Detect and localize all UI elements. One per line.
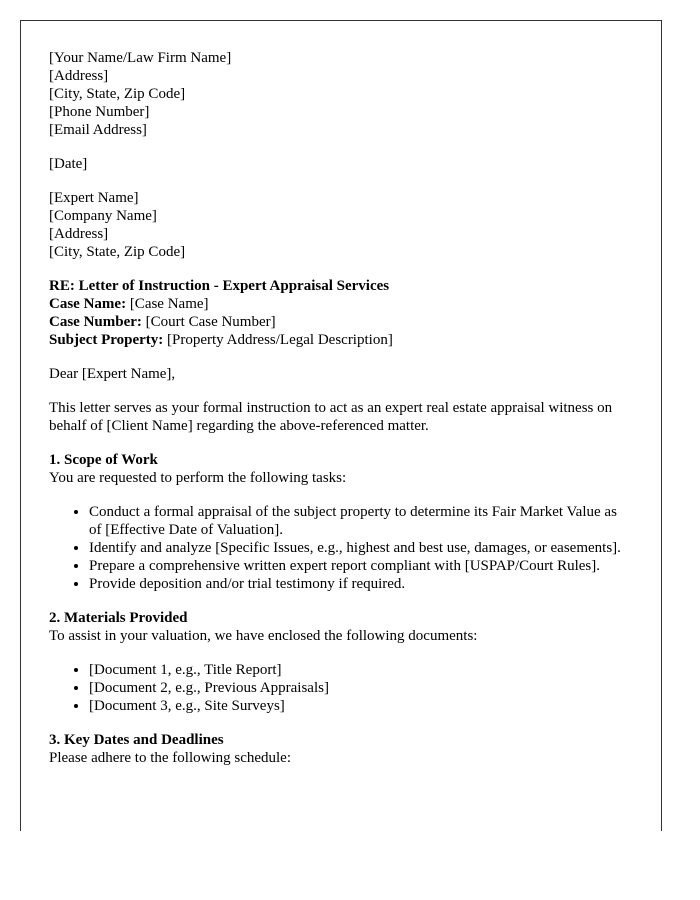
list-item: • Conduct a formal appraisal of the subject property to determine its Fair Market Value as of [Effective Date of Valuation]. <box>89 503 631 539</box>
recipient-block <box>49 189 631 261</box>
sender-address: [Address] <box>49 68 109 84</box>
scope-list <box>49 503 631 593</box>
re-block <box>49 277 631 349</box>
sender-name: [Your Name/Law Firm Name] <box>49 50 232 66</box>
case-name-value: [Case Name] <box>126 296 209 312</box>
list-item: • Identify and analyze [Specific Issues, e.g., highest and best use, damages, or easements]. <box>89 539 631 557</box>
section-heading: 3. Key Dates and Deadlines <box>49 732 224 748</box>
letter-page <box>20 20 662 831</box>
case-name-label: Case Name: <box>49 296 127 312</box>
list-item: • Prepare a comprehensive written expert report compliant with [USPAP/Court Rules]. <box>89 557 631 575</box>
section-heading: 2. Materials Provided <box>49 610 188 626</box>
sender-block <box>49 49 631 139</box>
case-number <box>49 313 631 331</box>
letter-date: [Date] <box>49 156 88 172</box>
recipient-company: [Company Name] <box>49 208 157 224</box>
sender-phone: [Phone Number] <box>49 104 150 120</box>
section-materials-provided <box>49 609 631 715</box>
case-number-value: [Court Case Number] <box>141 314 276 330</box>
intro-paragraph: This letter serves as your formal instruction to act as an expert real estate appraisal witness on behalf of [Client Name] regarding the above-referenced matter. <box>49 400 613 434</box>
property-value: [Property Address/Legal Description] <box>163 332 393 348</box>
list-item: • [Document 1, e.g., Title Report] <box>89 661 631 679</box>
salutation: Dear [Expert Name], <box>49 366 176 382</box>
section-text: Please adhere to the following schedule: <box>49 750 292 766</box>
section-scope-of-work <box>49 451 631 593</box>
case-number-label: Case Number: <box>49 314 142 330</box>
subject-property <box>49 331 631 349</box>
section-text: You are requested to perform the following tasks: <box>49 470 347 486</box>
section-key-dates <box>49 731 631 767</box>
list-item: • Provide deposition and/or trial testimony if required. <box>89 575 631 593</box>
case-name <box>49 295 631 313</box>
property-label: Subject Property: <box>49 332 164 348</box>
recipient-address: [Address] <box>49 226 109 242</box>
section-text: To assist in your valuation, we have enclosed the following documents: <box>49 628 478 644</box>
recipient-name: [Expert Name] <box>49 190 139 206</box>
materials-list <box>49 661 631 715</box>
recipient-city: [City, State, Zip Code] <box>49 244 186 260</box>
re-subject: RE: Letter of Instruction - Expert Appraisal Services <box>49 278 390 294</box>
list-item: • [Document 3, e.g., Site Surveys] <box>89 697 631 715</box>
sender-city: [City, State, Zip Code] <box>49 86 186 102</box>
sender-email: [Email Address] <box>49 122 147 138</box>
list-item: • [Document 2, e.g., Previous Appraisals] <box>89 679 631 697</box>
section-heading: 1. Scope of Work <box>49 452 158 468</box>
